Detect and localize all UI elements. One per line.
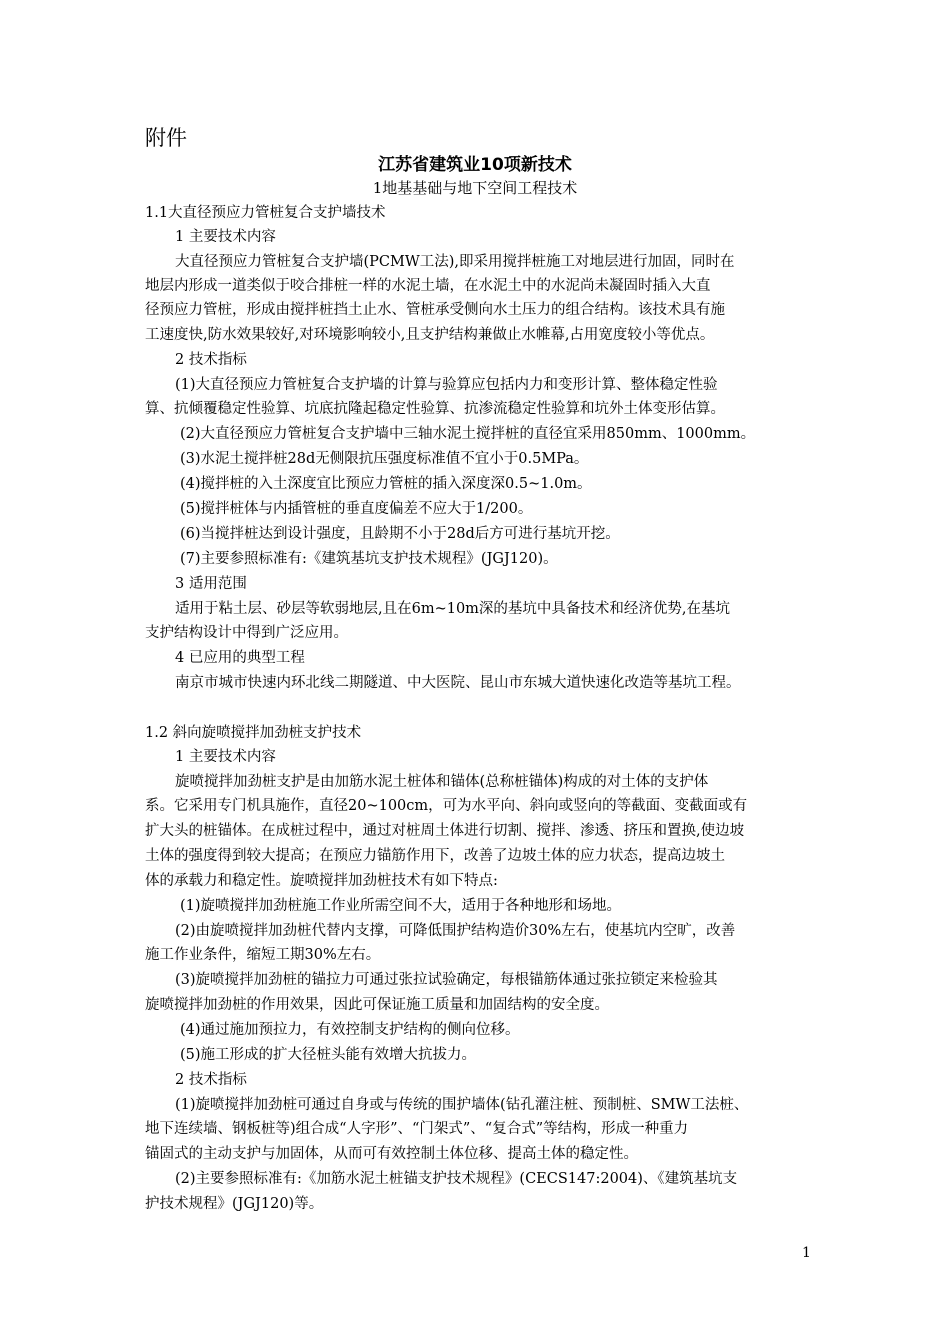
- sub-heading: 3 适用范围: [175, 576, 247, 592]
- document-subtitle: 1地基基础与地下空间工程技术: [372, 179, 578, 197]
- paragraph-line: 施工作业条件，缩短工期30%左右。: [145, 947, 381, 963]
- paragraph-line: 径预应力管桩，形成由搅拌桩挡土止水、管桩承受侧向水土压力的组合结构。该技术具有施: [145, 302, 725, 318]
- paragraph-line: (5)施工形成的扩大径桩头能有效增大抗拔力。: [180, 1047, 477, 1063]
- paragraph-line: 地下连续墙、钢板桩等)组合成“人字形”、“门架式”、“复合式”等结构，形成一种重力: [145, 1121, 689, 1137]
- paragraph-line: 工速度快,防水效果较好,对环境影响较小,且支护结构兼做止水帷幕,占用宽度较小等优点。: [145, 327, 715, 343]
- paragraph-line: 算、抗倾覆稳定性验算、坑底抗隆起稳定性验算、抗渗流稳定性验算和坑外土体变形估算。: [145, 401, 725, 417]
- paragraph-line: (1)旋喷搅拌加劲桩可通过自身或与传统的围护墙体(钻孔灌注桩、预制桩、SMW工法桩、: [175, 1097, 749, 1113]
- paragraph-line: (4)通过施加预拉力，有效控制支护结构的侧向位移。: [180, 1022, 520, 1038]
- sub-heading: 1 主要技术内容: [175, 749, 276, 765]
- sub-heading: 2 技术指标: [175, 1072, 247, 1088]
- paragraph-line: (5)搅拌桩体与内插管桩的垂直度偏差不应大于1/200。: [180, 501, 533, 517]
- paragraph-line: 护技术规程》(JGJ120)等。: [145, 1196, 324, 1212]
- attachment-label: 附件: [145, 126, 187, 150]
- paragraph-line: (7)主要参照标准有:《建筑基坑支护技术规程》(JGJ120)。: [180, 551, 558, 567]
- paragraph-line: 系。它采用专门机具施作，直径20~100cm，可为水平向、斜向或竖向的等截面、变截面或有: [145, 798, 748, 814]
- paragraph-line: 支护结构设计中得到广泛应用。: [145, 625, 348, 641]
- paragraph-line: 体的承载力和稳定性。旋喷搅拌加劲桩技术有如下特点:: [145, 873, 498, 889]
- paragraph-line: (2)由旋喷搅拌加劲桩代替内支撑，可降低围护结构造价30%左右，使基坑内空旷，改善: [175, 923, 736, 939]
- paragraph-line: 大直径预应力管桩复合支护墙(PCMW工法),即采用搅拌桩施工对地层进行加固，同时在: [175, 254, 735, 270]
- paragraph-line: (2)大直径预应力管桩复合支护墙中三轴水泥土搅拌桩的直径宜采用850mm、1000mm。: [180, 426, 756, 442]
- section-heading-1-2: 1.2 斜向旋喷搅拌加劲桩支护技术: [145, 725, 362, 741]
- paragraph-line: 旋喷搅拌加劲桩支护是由加筋水泥土桩体和锚体(总称桩锚体)构成的对土体的支护体: [175, 774, 709, 790]
- sub-heading: 4 已应用的典型工程: [175, 650, 305, 666]
- paragraph-line: 扩大头的桩锚体。在成桩过程中，通过对桩周土体进行切割、搅拌、渗透、挤压和置换,使边坡: [145, 823, 745, 839]
- paragraph-line: 南京市城市快速内环北线二期隧道、中大医院、昆山市东城大道快速化改造等基坑工程。: [175, 675, 741, 691]
- paragraph-line: (1)旋喷搅拌加劲桩施工作业所需空间不大，适用于各种地形和场地。: [180, 898, 622, 914]
- page-number: 1: [802, 1245, 811, 1261]
- paragraph-line: (3)水泥土搅拌桩28d无侧限抗压强度标准值不宜小于0.5MPa。: [180, 451, 589, 467]
- paragraph-line: 适用于粘土层、砂层等软弱地层,且在6m~10m深的基坑中具备技术和经济优势,在基坑: [175, 601, 731, 617]
- paragraph-line: (4)搅拌桩的入土深度宜比预应力管桩的插入深度深0.5~1.0m。: [180, 476, 592, 492]
- paragraph-line: 锚固式的主动支护与加固体，从而可有效控制土体位移、提高土体的稳定性。: [145, 1146, 638, 1162]
- paragraph-line: 土体的强度得到较大提高；在预应力锚筋作用下，改善了边坡土体的应力状态，提高边坡土: [145, 848, 725, 864]
- document-title: 江苏省建筑业10项新技术: [378, 155, 572, 175]
- paragraph-line: 地层内形成一道类似于咬合排桩一样的水泥土墙，在水泥土中的水泥尚未凝固时插入大直: [145, 278, 711, 294]
- sub-heading: 2 技术指标: [175, 352, 247, 368]
- paragraph-line: 旋喷搅拌加劲桩的作用效果，因此可保证施工质量和加固结构的安全度。: [145, 997, 609, 1013]
- paragraph-line: (3)旋喷搅拌加劲桩的锚拉力可通过张拉试验确定，每根锚筋体通过张拉锁定来检验其: [175, 972, 718, 988]
- paragraph-line: (6)当搅拌桩达到设计强度，且龄期不小于28d后方可进行基坑开挖。: [180, 526, 620, 542]
- section-heading-1-1: 1.1大直径预应力管桩复合支护墙技术: [145, 205, 386, 221]
- paragraph-line: (1)大直径预应力管桩复合支护墙的计算与验算应包括内力和变形计算、整体稳定性验: [175, 377, 718, 393]
- sub-heading: 1 主要技术内容: [175, 229, 276, 245]
- paragraph-line: (2)主要参照标准有:《加筋水泥土桩锚支护技术规程》(CECS147:2004)、《建筑基坑支: [175, 1171, 738, 1187]
